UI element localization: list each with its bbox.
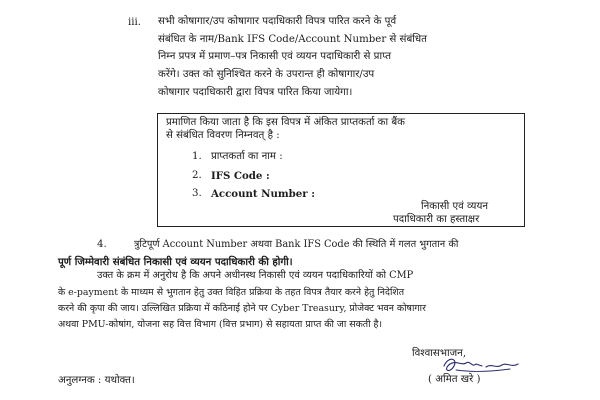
item-iii-line: निम्न प्रपत्र में प्रमाण–पत्र निकासी एवं व्ययन पदाधिकारी से प्राप्त (158, 51, 392, 62)
item-iii-line: करेंगे। उक्त को सुनिश्चित करने के उपरान्त ही कोषागार/उप (158, 69, 375, 80)
signatory-name: ( अमित खरे ) (428, 374, 481, 385)
closing-line: के e-payment के माध्यम से भुगतान हेतु उक्त विहित प्रक्रिया के तहत विपत्र तैयार करने हेतु निदेशित (58, 287, 405, 298)
field-label-account-number: Account Number : (211, 188, 315, 200)
field-number: 1. (192, 151, 202, 162)
item-iii-line: कोषागार पदाधिकारी द्वारा विपत्र पारित किया जायेगा। (158, 87, 353, 98)
closing-line: अथवा PMU-कोषांग, योजना सह वित्त विभाग (वित्त प्रभाग) से सहायता प्राप्त की जा सकती है। (58, 319, 383, 330)
item-4-marker: 4. (97, 239, 107, 250)
field-number: 3. (192, 188, 202, 199)
field-label-recipient-name: प्राप्तकर्ता का नाम : (211, 151, 283, 162)
signatory-line: निकासी एवं व्ययन (421, 201, 489, 212)
item-4-line-emphasis: पूर्ण जिम्मेवारी संबंधित निकासी एवं व्ययन पदाधिकारी की होगी। (58, 256, 293, 268)
item-iii-line: सभी कोषागार/उप कोषागार पदाधिकारी विपत्र पारित करने के पूर्व (158, 16, 397, 27)
item-iii-line: संबंधित के नाम/Bank IFS Code/Account Number से संबंधित (158, 34, 427, 45)
item-4-line: त्रुटिपूर्ण Account Number अथवा Bank IFS Code की स्थिति में गलत भुगतान की (134, 239, 459, 250)
closing-line: उक्त के क्रम में अनुरोध है कि अपने अधीनस्थ निकासी एवं व्ययन पदाधिकारियों को CMP (97, 270, 414, 281)
certificate-intro-line: से संबंधित विवरण निम्नवत् है : (166, 130, 280, 141)
field-number: 2. (192, 170, 202, 181)
field-label-ifs-code: IFS Code : (211, 170, 270, 182)
item-iii-marker: iii. (128, 17, 142, 28)
certificate-intro-line: प्रमाणित किया जाता है कि इस विपत्र में अंकित प्राप्तकर्ता का बैंक (166, 117, 405, 128)
sign-off: विश्वासभाजन, (412, 348, 467, 359)
closing-line: करने की कृपा की जाय। उल्लिखित प्रक्रिया में कठिनाई होने पर Cyber Treasury, प्रोजेक्ट भवन कोषागार (58, 303, 426, 314)
enclosure-note: अनुलग्नक : यथोक्त। (58, 375, 135, 386)
signatory-line: पदाधिकारी का हस्ताक्षर (393, 214, 480, 225)
